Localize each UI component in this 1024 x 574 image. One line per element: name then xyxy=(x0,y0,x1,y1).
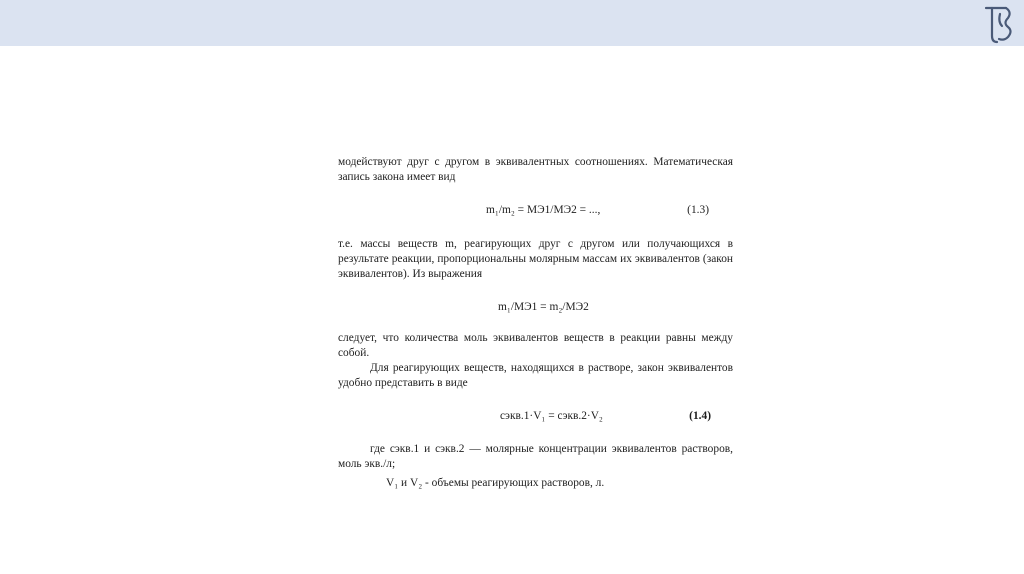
equation-number: (1.3) xyxy=(687,204,709,216)
paragraph-law-of-equivalents: т.е. массы веществ m, реагирующих друг с другом или получающихся в результате реакции, пропорциональны молярным массам их эквивалентов (закон эквивалентов). Из выражения xyxy=(338,238,733,280)
paragraph-volumes: V₁ и V₂ - объемы реагирующих растворов, л. xyxy=(386,477,605,489)
paragraph-solutions: Для реагирующих веществ, находящихся в растворе, закон эквивалентов удобно представить в виде xyxy=(338,362,733,389)
equation-ratio xyxy=(338,300,733,315)
equation-expression: cэкв.1·V₁ = cэкв.2·V₂ xyxy=(500,410,603,422)
university-monogram-icon xyxy=(976,0,1020,46)
paragraph-conclusion: следует, что количества моль эквивалентов веществ в реакции равны между собой. xyxy=(338,332,733,359)
equation-expression: m₁/m₂ = MЭ1/MЭ2 = ..., xyxy=(486,204,601,216)
header-bar xyxy=(0,0,1024,46)
equation-1-4 xyxy=(338,409,733,424)
paragraph-definitions: где cэкв.1 и cэкв.2 — молярные концентрации эквивалентов растворов, моль экв./л; xyxy=(338,443,733,470)
paragraph-intro: модействуют друг с другом в эквивалентных соотношениях. Математическая запись закона имеет вид xyxy=(338,156,733,183)
equation-expression: m₁/MЭ1 = m₂/MЭ2 xyxy=(498,301,589,313)
scanned-page xyxy=(338,155,733,491)
equation-1-3 xyxy=(338,203,733,218)
equation-number: (1.4) xyxy=(689,410,711,422)
